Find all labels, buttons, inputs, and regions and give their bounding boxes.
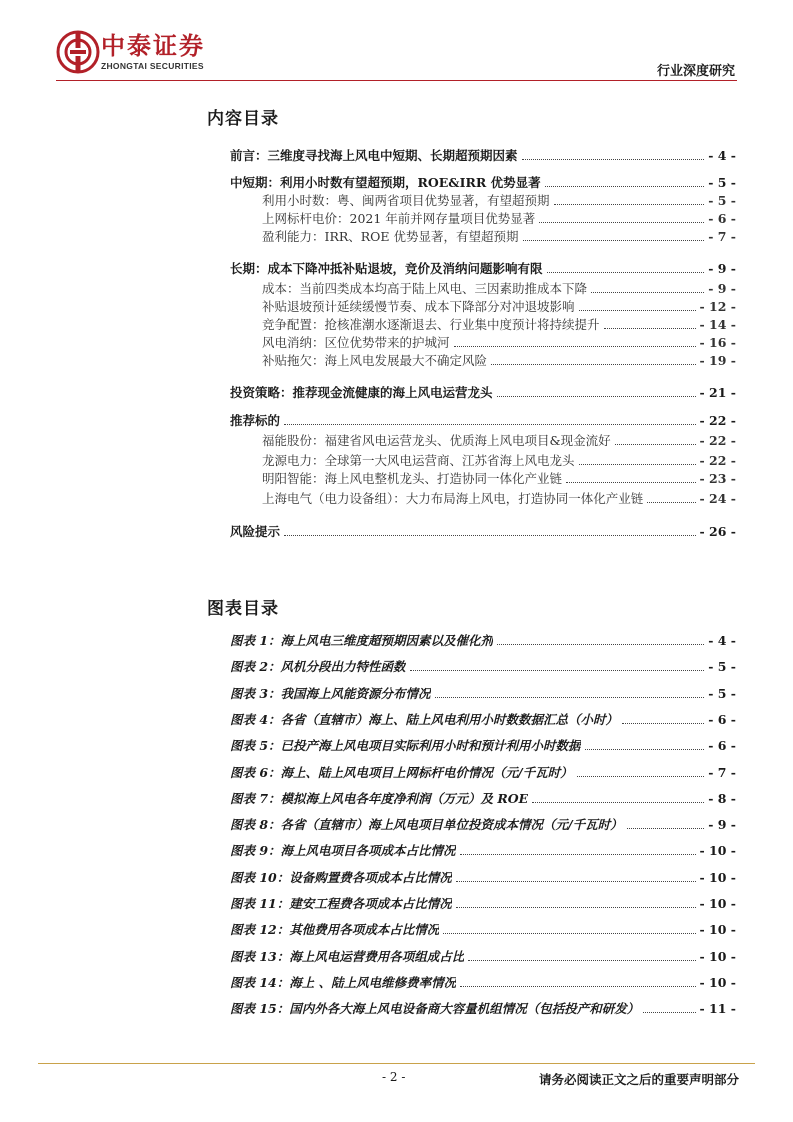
- toc-leader-dots: [647, 502, 695, 503]
- figure-entry[interactable]: [230, 789, 736, 807]
- toc-entry-page: - 16 -: [699, 335, 736, 350]
- toc-leader-dots: [284, 535, 696, 536]
- toc-entry-page: - 22 -: [699, 453, 736, 468]
- toc-entry-page: - 21 -: [699, 385, 736, 400]
- figure-entry[interactable]: [230, 920, 736, 938]
- toc-entry-title: 明阳智能：海上风电整机龙头、打造协同一体化产业链: [262, 471, 563, 486]
- figure-entry-title: 图表 14：海上 、陆上风电维修费率情况: [230, 974, 457, 990]
- brand-name-cn: 中泰证券: [101, 32, 205, 60]
- toc-entry-title: 前言：三维度寻找海上风电中短期、长期超预期因素: [230, 148, 518, 163]
- figure-leader-dots: [627, 828, 705, 829]
- toc-entry-page: - 5 -: [708, 175, 736, 190]
- zhongtai-logo-icon: [56, 30, 100, 74]
- figure-entry[interactable]: [230, 947, 736, 965]
- toc-title: 内容目录: [207, 109, 279, 129]
- toc-entry[interactable]: [230, 411, 736, 429]
- toc-leader-dots: [547, 272, 705, 273]
- toc-entry[interactable]: [262, 315, 736, 333]
- toc-entry-title: 盈利能力：IRR、ROE 优势显著，有望超预期: [262, 229, 519, 244]
- figure-leader-dots: [532, 802, 704, 803]
- toc-entry-title: 推荐标的: [230, 413, 281, 428]
- toc-leader-dots: [554, 204, 705, 205]
- footer-divider: [38, 1063, 755, 1064]
- toc-entry[interactable]: [262, 431, 736, 449]
- toc-entry-title: 成本：当前四类成本均高于陆上风电、三因素助推成本下降: [262, 281, 588, 296]
- toc-entry-title: 上网标杆电价：2021 年前并网存量项目优势显著: [262, 211, 536, 226]
- footer-disclaimer: 请务必阅读正文之后的重要声明部分: [538, 1072, 739, 1087]
- toc-entry-page: - 4 -: [708, 148, 736, 163]
- toc-leader-dots: [604, 328, 696, 329]
- toc-entry[interactable]: [262, 469, 736, 487]
- toc-entry-title: 长期：成本下降冲抵补贴退坡，竞价及消纳问题影响有限: [230, 261, 543, 276]
- toc-leader-dots: [284, 424, 696, 425]
- toc-entry[interactable]: [262, 209, 736, 227]
- toc-entry-page: - 26 -: [699, 524, 736, 539]
- toc-entry-title: 投资策略：推荐现金流健康的海上风电运营龙头: [230, 385, 493, 400]
- figure-entry-title: 图表 12：其他费用各项成本占比情况: [230, 922, 440, 938]
- toc-entry[interactable]: [230, 522, 736, 540]
- toc-entry[interactable]: [262, 191, 736, 209]
- toc-entry-title: 利用小时数：粤、闽两省项目优势显著，有望超预期: [262, 193, 550, 208]
- toc-leader-dots: [491, 364, 696, 365]
- toc-entry-page: - 7 -: [708, 229, 736, 244]
- toc-leader-dots: [454, 346, 696, 347]
- toc-entry[interactable]: [262, 227, 736, 245]
- figure-entry-title: 图表 6：海上、陆上风电项目上网标杆电价情况（元/千瓦时）: [230, 764, 573, 780]
- figure-entry-page: - 10 -: [699, 948, 736, 964]
- toc-entry-page: - 12 -: [699, 299, 736, 314]
- toc-entry-title: 上海电气（电力设备组）：大力布局海上风电，打造协同一体化产业链: [262, 491, 644, 506]
- toc-entry-title: 补贴拖欠：海上风电发展最大不确定风险: [262, 353, 488, 368]
- toc-entry-page: - 14 -: [699, 317, 736, 332]
- figure-entry[interactable]: [230, 815, 736, 833]
- toc-entry-page: - 23 -: [699, 471, 736, 486]
- toc-leader-dots: [591, 292, 704, 293]
- toc-entry-page: - 9 -: [708, 281, 736, 296]
- brand-text: [101, 33, 205, 71]
- toc-entry-title: 风险提示: [230, 524, 281, 539]
- figure-leader-dots: [468, 960, 695, 961]
- toc-entry-title: 风电消纳：区位优势带来的护城河: [262, 335, 450, 350]
- toc-leader-dots: [539, 222, 704, 223]
- toc-entry-page: - 6 -: [708, 211, 736, 226]
- figure-entry-page: - 5 -: [708, 659, 736, 675]
- figure-leader-dots: [456, 907, 696, 908]
- figure-entry-page: - 10 -: [699, 974, 736, 990]
- figure-entry-page: - 11 -: [699, 1001, 736, 1017]
- figure-entry-page: - 4 -: [708, 633, 736, 648]
- figure-entry-page: - 5 -: [708, 685, 736, 701]
- figures-title: 图表目录: [207, 599, 279, 619]
- figure-entry[interactable]: [230, 973, 736, 991]
- figure-entry[interactable]: [230, 710, 736, 728]
- figure-entry-page: - 10 -: [699, 896, 736, 911]
- figure-entry-title: 图表 8：各省（直辖市）海上风电项目单位投资成本情况（元/千瓦时）: [230, 817, 623, 833]
- toc-leader-dots: [579, 464, 696, 465]
- toc-entry-page: - 19 -: [699, 353, 736, 368]
- figure-entry-page: - 10 -: [699, 869, 736, 885]
- figure-entry-title: 图表 5：已投产海上风电项目实际利用小时和预计利用小时数据: [230, 738, 581, 754]
- toc-entry-title: 补贴退坡预计延续缓慢节奏、成本下降部分对冲退坡影响: [262, 299, 575, 314]
- toc-entry[interactable]: [262, 279, 736, 297]
- figure-entry[interactable]: [230, 841, 736, 859]
- toc-entry-page: - 24 -: [699, 491, 736, 506]
- toc-leader-dots: [615, 444, 696, 445]
- figure-entry[interactable]: [230, 736, 736, 754]
- figure-entry-page: - 7 -: [708, 764, 736, 780]
- figure-entry-title: 图表 9：海上风电项目各项成本占比情况: [230, 843, 456, 859]
- toc-entry[interactable]: [262, 489, 736, 507]
- figure-entry-title: 图表 10：设备购置费各项成本占比情况: [230, 869, 452, 885]
- figure-entry-page: - 9 -: [708, 817, 736, 833]
- toc-leader-dots: [545, 186, 705, 187]
- figure-entry-page: - 8 -: [708, 790, 736, 806]
- toc-entry-page: - 9 -: [708, 261, 736, 276]
- figure-entry[interactable]: [230, 763, 736, 781]
- figure-entry-title: 图表 15：国内外各大海上风电设备商大容量机组情况（包括投产和研发）: [230, 1001, 640, 1017]
- toc-leader-dots: [497, 396, 696, 397]
- toc-entry-page: - 22 -: [699, 413, 736, 428]
- figure-leader-dots: [622, 723, 704, 724]
- toc-entry[interactable]: [262, 297, 736, 315]
- figure-entry-title: 图表 1：海上风电三维度超预期因素以及催化剂: [230, 633, 494, 648]
- figure-leader-dots: [435, 697, 705, 698]
- toc-entry[interactable]: [230, 383, 736, 401]
- toc-entry[interactable]: [230, 146, 736, 164]
- toc-entry-title: 龙源电力：全球第一大风电运营商、江苏省海上风电龙头: [262, 453, 575, 468]
- figure-entry-title: 图表 2：风机分段出力特性函数: [230, 659, 406, 675]
- figure-leader-dots: [585, 749, 705, 750]
- figure-entry-page: - 6 -: [708, 738, 736, 754]
- figure-entry[interactable]: [230, 631, 736, 649]
- toc-entry[interactable]: [262, 451, 736, 469]
- figure-entry[interactable]: [230, 684, 736, 702]
- figure-leader-dots: [456, 881, 696, 882]
- toc-entry[interactable]: [262, 333, 736, 351]
- figure-entry-title: 图表 13：海上风电运营费用各项组成占比: [230, 948, 465, 964]
- figure-entry-title: 图表 3：我国海上风能资源分布情况: [230, 685, 431, 701]
- toc-entry-title: 中短期：利用小时数有望超预期，ROE&IRR 优势显著: [230, 175, 541, 190]
- toc-entry-title: 竞争配置：抢核准潮水逐渐退去、行业集中度预计将持续提升: [262, 317, 600, 332]
- toc-entry-title: 福能股份：福建省风电运营龙头、优质海上风电项目&现金流好: [262, 433, 611, 448]
- toc-leader-dots: [522, 159, 705, 160]
- figure-entry-title: 图表 7：模拟海上风电各年度净利润（万元）及 ROE: [230, 790, 529, 806]
- toc-leader-dots: [523, 240, 705, 241]
- figure-entry-page: - 6 -: [708, 711, 736, 727]
- toc-entry[interactable]: [230, 259, 736, 277]
- toc-leader-dots: [566, 482, 696, 483]
- toc-leader-dots: [579, 310, 696, 311]
- figure-entry-page: - 10 -: [699, 843, 736, 859]
- page-number: - 2 -: [382, 1070, 406, 1084]
- figure-leader-dots: [460, 986, 695, 987]
- toc-entry[interactable]: [262, 351, 736, 369]
- figure-leader-dots: [497, 644, 704, 645]
- figure-entry-title: 图表 11：建安工程费各项成本占比情况: [230, 896, 452, 911]
- figure-leader-dots: [410, 670, 705, 671]
- report-type: 行业深度研究: [656, 64, 735, 79]
- figure-entry[interactable]: [230, 999, 736, 1017]
- toc-entry[interactable]: [230, 173, 736, 191]
- figure-leader-dots: [443, 933, 695, 934]
- figure-entry[interactable]: [230, 657, 736, 675]
- figure-entry-page: - 10 -: [699, 922, 736, 938]
- figure-entry-title: 图表 4：各省（直辖市）海上、陆上风电利用小时数数据汇总（小时）: [230, 711, 619, 727]
- toc-entry-page: - 22 -: [699, 433, 736, 448]
- figure-leader-dots: [460, 854, 696, 855]
- header-divider: [56, 80, 737, 81]
- figure-entry[interactable]: [230, 894, 736, 912]
- brand-name-en: ZHONGTAI SECURITIES: [101, 61, 204, 71]
- figure-leader-dots: [643, 1012, 695, 1013]
- toc-entry-page: - 5 -: [708, 193, 736, 208]
- figure-leader-dots: [577, 776, 705, 777]
- figure-entry[interactable]: [230, 868, 736, 886]
